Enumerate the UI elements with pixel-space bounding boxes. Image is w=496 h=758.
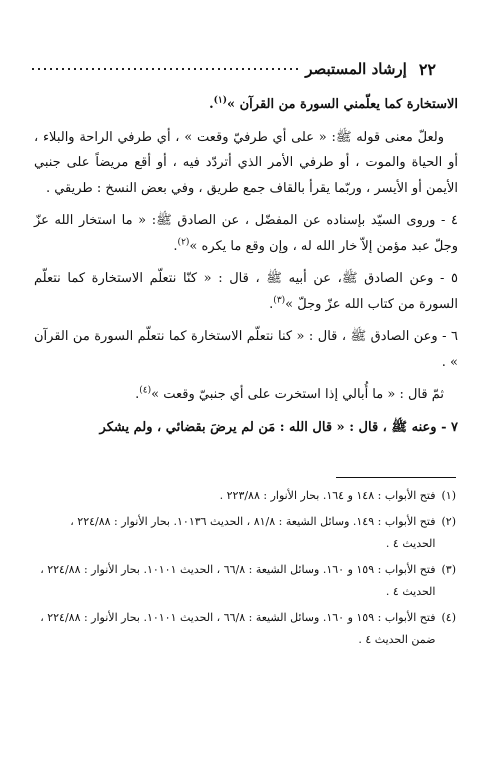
hadith-7	[34, 415, 458, 441]
paragraph-text: ٦ - وعن الصادق ﷺ ، قال : « كنا نتعلّم الاستخارة كما نتعلّم السورة من القرآن » .	[34, 329, 458, 370]
hadith-4: ٤ - وروى السيّد بإسناده عن المفضّل ، عن الصادق ﷺ: « ما استخار الله عزّ وجلّ عبد مؤمن إلاّ خار الله له ، وإن وقع ما يكره »$^{(٢)}$.	[34, 213, 458, 254]
footnotes	[34, 485, 456, 655]
footnote-text: فتح الأبواب : ١٤٩. وسائل الشيعة : ٨١/٨ ، الحديث ١٠١٣٦. بحار الأنوار : ٢٢٤/٨٨ ، الحديث ٤ .	[70, 514, 436, 550]
footnote-text: فتح الأبواب : ١٤٨ و ١٦٤. بحار الأنوار : ٢٢٣/٨٨ .	[219, 489, 436, 502]
hadith-6-continued: ثمّ قال : « ما أُبالي إذا استخرت على أي جنبيّ وقعت »$^{(٤)}$.	[135, 385, 444, 402]
footnote-text: فتح الأبواب : ١٥٩ و ١٦٠. وسائل الشيعة : ٦٦/٨ ، الحديث ١٠١٠١. بحار الأنوار : ٢٢٤/٨٨ ، الحديث ٤ .	[40, 562, 436, 598]
footnote-3	[34, 559, 456, 604]
footnote-number: (١)	[441, 489, 456, 502]
paragraph-text: ولعلّ معنى قوله ﷺ: « على أي طرفيّ وقعت » ، أي طرفي الراحة والبلاء ، أو الحياة والموت ، أو طرفي الأمر الذي أتردّد فيه ، أو أقع مريضاً على جنبي الأيمن أو الأيسر ، وربّما يقرأ بالقاف جمع طريق ، وفي بعض النسخ : طريقي .	[34, 129, 458, 196]
paragraph-text: ٥ - وعن الصادق ﷺ، عن أبيه ﷺ ، قال : « كنّا نتعلّم الاستخارة كما نتعلّم السورة من كتاب الله عزّ وجلّ »	[34, 271, 458, 312]
footnote-ref: (٢)	[177, 237, 190, 248]
paragraph-text: ٧ - وعنه ﷺ ، قال : « قال الله : مَن لم يرضَ بقضائي ، ولم يشكر	[99, 419, 458, 435]
footnote-1	[34, 485, 456, 508]
footnote-number: (٢)	[441, 514, 456, 528]
paragraph-text: ٤ - وروى السيّد بإسناده عن المفضّل ، عن الصادق ﷺ: « ما استخار الله عزّ وجلّ عبد مؤمن إلاّ خار الله له ، وإن وقع ما يكره »	[34, 213, 458, 254]
paragraph-continuation: الاستخارة كما يعلّمني السورة من القرآن »$^{(١)}$.	[209, 95, 458, 112]
footnote-text: فتح الأبواب : ١٥٩ و ١٦٠. وسائل الشيعة : ٦٦/٨ ، الحديث ١٠١٠١. بحار الأنوار : ٢٢٤/٨٨ ، ضمن الحديث ٤ .	[40, 610, 436, 646]
main-text	[34, 92, 458, 447]
paragraph-text: الاستخارة كما يعلّمني السورة من القرآن »	[226, 97, 458, 112]
hadith-6	[34, 324, 458, 375]
footnote-number: (٤)	[441, 610, 456, 624]
footnote-ref: (١)	[213, 95, 227, 106]
paragraph-text: ثمّ قال : « ما أُبالي إذا استخرت على أي جنبيّ وقعت »	[151, 387, 444, 402]
running-header	[24, 56, 436, 82]
footnote-number: (٣)	[441, 562, 456, 576]
footnote-separator	[336, 477, 456, 478]
book-title: إرشاد المستبصر	[305, 60, 407, 78]
footnote-4	[34, 607, 456, 652]
footnote-ref: (٣)	[273, 295, 286, 306]
paragraph-commentary	[34, 125, 458, 202]
hadith-5: ٥ - وعن الصادق ﷺ، عن أبيه ﷺ ، قال : « كنّا نتعلّم الاستخارة كما نتعلّم السورة من كتاب الله عزّ وجلّ »$^{(٣)}$.	[34, 271, 458, 312]
page-number: ٢٢	[418, 59, 436, 79]
leader-dots	[30, 64, 299, 74]
footnote-2	[34, 511, 456, 556]
footnote-ref: (٤)	[139, 385, 152, 396]
